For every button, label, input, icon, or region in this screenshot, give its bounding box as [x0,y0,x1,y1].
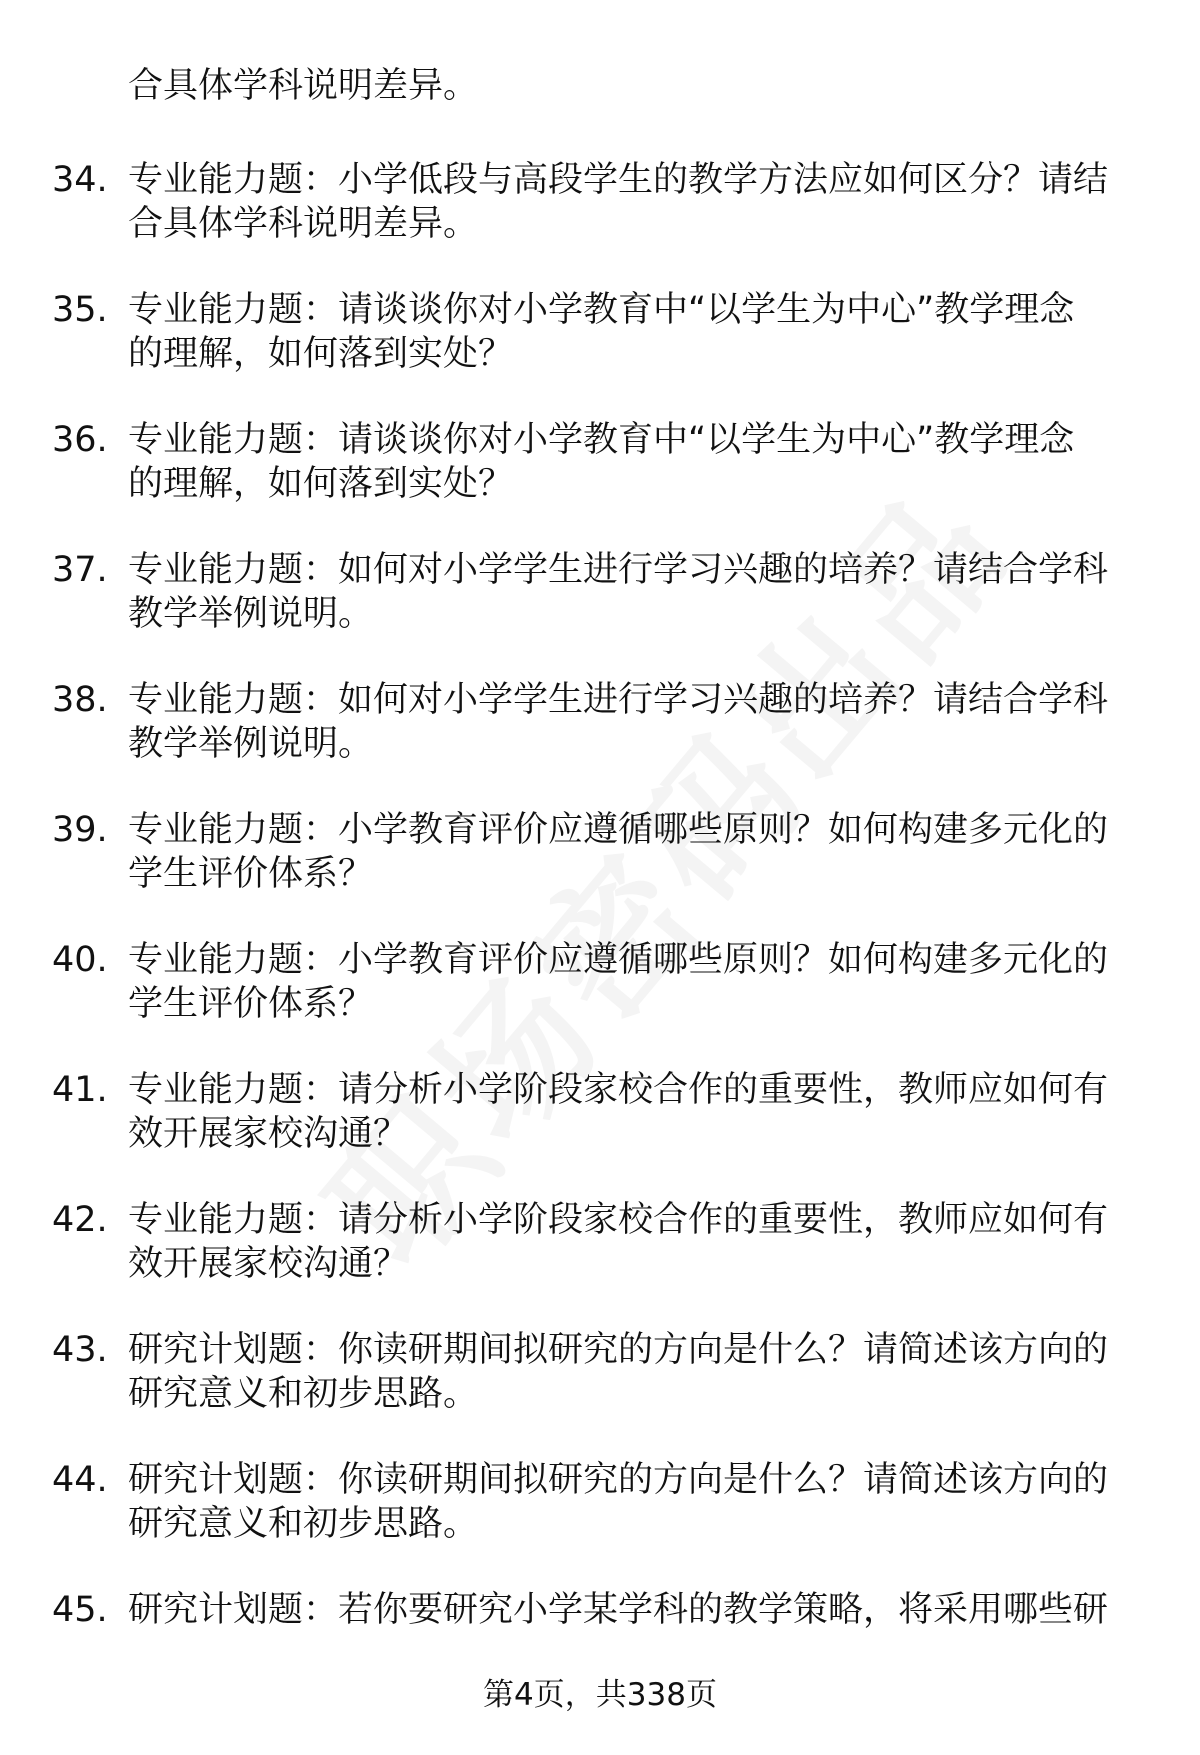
question-line-2: 学生评价体系？ [128,854,374,894]
question-item [0,1328,1200,1416]
question-line-2: 的理解，如何落到实处？ [128,334,514,374]
question-list [0,158,1200,1718]
continued-line: 合具体学科说明差异。 [128,66,479,106]
question-line-2: 的理解，如何落到实处？ [128,464,514,504]
question-line-1: 研究计划题：你读研期间拟研究的方向是什么？请简述该方向的 [128,1460,1109,1500]
question-line-1: 专业能力题：小学教育评价应遵循哪些原则？如何构建多元化的 [128,810,1109,850]
question-line-2: 效开展家校沟通？ [128,1244,409,1284]
question-item [0,158,1200,246]
question-line-1: 研究计划题：你读研期间拟研究的方向是什么？请简述该方向的 [128,1330,1109,1370]
question-item [0,938,1200,1026]
question-line-1: 研究计划题：若你要研究小学某学科的教学策略，将采用哪些研 [128,1590,1109,1630]
question-line-2: 研究意义和初步思路。 [128,1504,479,1544]
question-item [0,288,1200,376]
page-footer: 第4页，共338页 [483,1677,717,1713]
question-item [0,1198,1200,1286]
question-text [128,1328,1138,1416]
question-number: 39. [52,810,108,850]
question-number: 45. [52,1590,108,1630]
question-number: 42. [52,1200,108,1240]
question-item [0,548,1200,636]
question-line-1: 专业能力题：小学低段与高段学生的教学方法应如何区分？请结 [128,160,1109,200]
question-line-1: 专业能力题：请分析小学阶段家校合作的重要性，教师应如何有 [128,1200,1109,1240]
question-text [128,808,1138,896]
question-line-2: 教学举例说明。 [128,724,374,764]
question-text [128,1588,1138,1632]
question-text [128,1198,1138,1286]
question-line-1: 专业能力题：如何对小学学生进行学习兴趣的培养？请结合学科 [128,550,1109,590]
question-text [128,418,1138,506]
question-number: 37. [52,550,108,590]
question-number: 43. [52,1330,108,1370]
question-item [0,678,1200,766]
question-number: 36. [52,420,108,460]
question-text [128,158,1138,246]
question-line-2: 研究意义和初步思路。 [128,1374,479,1414]
question-text [128,938,1138,1026]
question-number: 35. [52,290,108,330]
question-line-1: 专业能力题：小学教育评价应遵循哪些原则？如何构建多元化的 [128,940,1109,980]
question-number: 34. [52,160,108,200]
question-text [128,288,1138,376]
question-line-2: 学生评价体系？ [128,984,374,1024]
question-line-2: 教学举例说明。 [128,594,374,634]
question-text [128,678,1138,766]
question-text [128,548,1138,636]
question-line-2: 合具体学科说明差异。 [128,204,479,244]
question-line-1: 专业能力题：请谈谈你对小学教育中“以学生为中心”教学理念 [128,420,1075,460]
question-line-1: 专业能力题：如何对小学学生进行学习兴趣的培养？请结合学科 [128,680,1109,720]
question-line-1: 专业能力题：请分析小学阶段家校合作的重要性，教师应如何有 [128,1070,1109,1110]
question-text [128,1458,1138,1546]
question-item [0,1588,1200,1676]
question-number: 41. [52,1070,108,1110]
question-item [0,418,1200,506]
question-number: 44. [52,1460,108,1500]
question-line-2: 效开展家校沟通？ [128,1114,409,1154]
question-line-1: 专业能力题：请谈谈你对小学教育中“以学生为中心”教学理念 [128,290,1075,330]
question-number: 38. [52,680,108,720]
question-item [0,808,1200,896]
question-text [128,1068,1138,1156]
question-number: 40. [52,940,108,980]
question-item [0,1068,1200,1156]
question-item [0,1458,1200,1546]
